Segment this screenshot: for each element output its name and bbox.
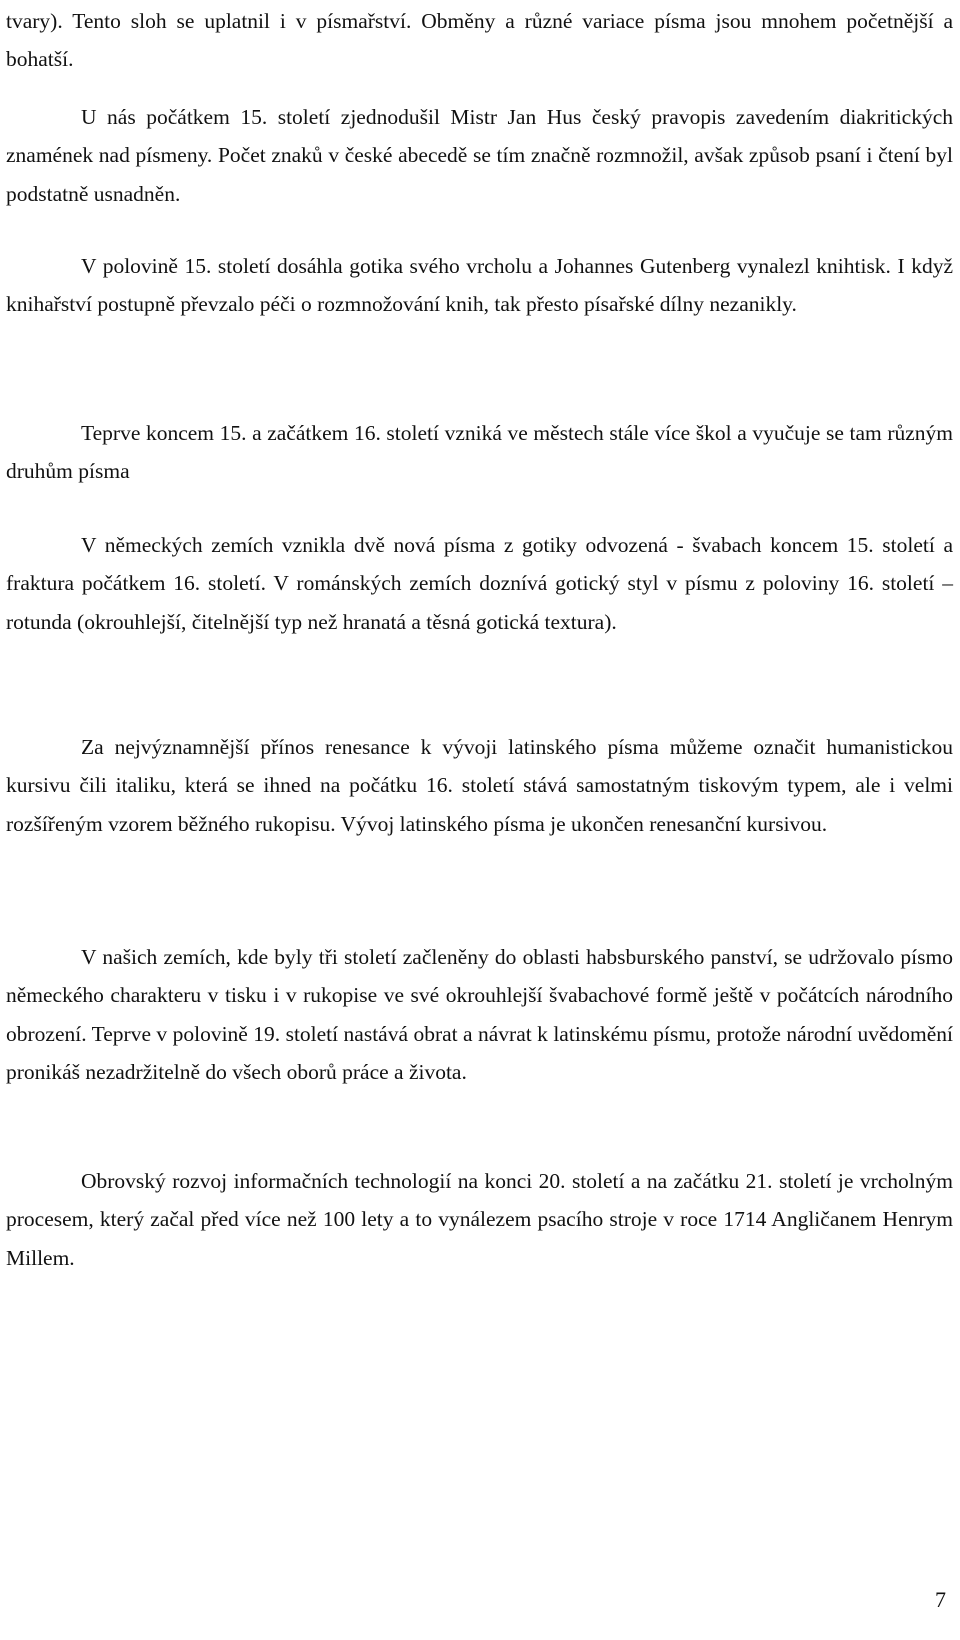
- paragraph-8: Obrovský rozvoj informačních technologií na konci 20. století a na začátku 21. století je vrcholným procesem, který začal před více než 100 lety a to vynálezem psacího stroje v roce 1714 Angličanem Henrym Millem.: [6, 1169, 953, 1270]
- paragraph-4: Teprve koncem 15. a začátkem 16. století vzniká ve městech stále více škol a vyučuje se tam různým druhům písma: [6, 421, 953, 484]
- page-number: 7: [935, 1587, 946, 1612]
- paragraph-6: Za nejvýznamnější přínos renesance k vývoji latinského písma můžeme označit humanistickou kursivu čili italiku, která se ihned na počátku 16. století stává samostatným tiskovým typem, ale i velmi rozšířeným vzorem běžného rukopisu. Vývoj latinského písma je ukončen renesanční kursivou.: [6, 735, 953, 836]
- paragraph-5: V německých zemích vznikla dvě nová písma z gotiky odvozená - švabach koncem 15. století a fraktura počátkem 16. století. V románských zemích doznívá gotický styl v písmu z poloviny 16. století – rotunda (okrouhlejší, čitelnější typ než hranatá a těsná gotická textura).: [6, 533, 953, 634]
- paragraph-3: V polovině 15. století dosáhla gotika svého vrcholu a Johannes Gutenberg vynalezl knihtisk. I když knihařství postupně převzalo péči o rozmnožování knih, tak přesto písařské dílny nezanikly.: [6, 254, 953, 317]
- paragraph-7: V našich zemích, kde byly tři století začleněny do oblasti habsburského panství, se udržovalo písmo německého charakteru v tisku i v rukopise ve své okrouhlejší švabachové formě ještě v počátcích národního obrození. Teprve v polovině 19. století nastává obrat a návrat k latinskému písmu, protože národní uvědomění pronikáš nezadržitelně do všech oborů práce a života.: [6, 945, 953, 1085]
- paragraph-1: tvary). Tento sloh se uplatnil i v písmařství. Obměny a různé variace písma jsou mnohem početnější a bohatší.: [6, 9, 953, 72]
- paragraph-2: U nás počátkem 15. století zjednodušil Mistr Jan Hus český pravopis zavedením diakritických znamének nad písmeny. Počet znaků v české abecedě se tím značně rozmnožil, avšak způsob psaní i čtení byl podstatně usnadněn.: [6, 105, 953, 206]
